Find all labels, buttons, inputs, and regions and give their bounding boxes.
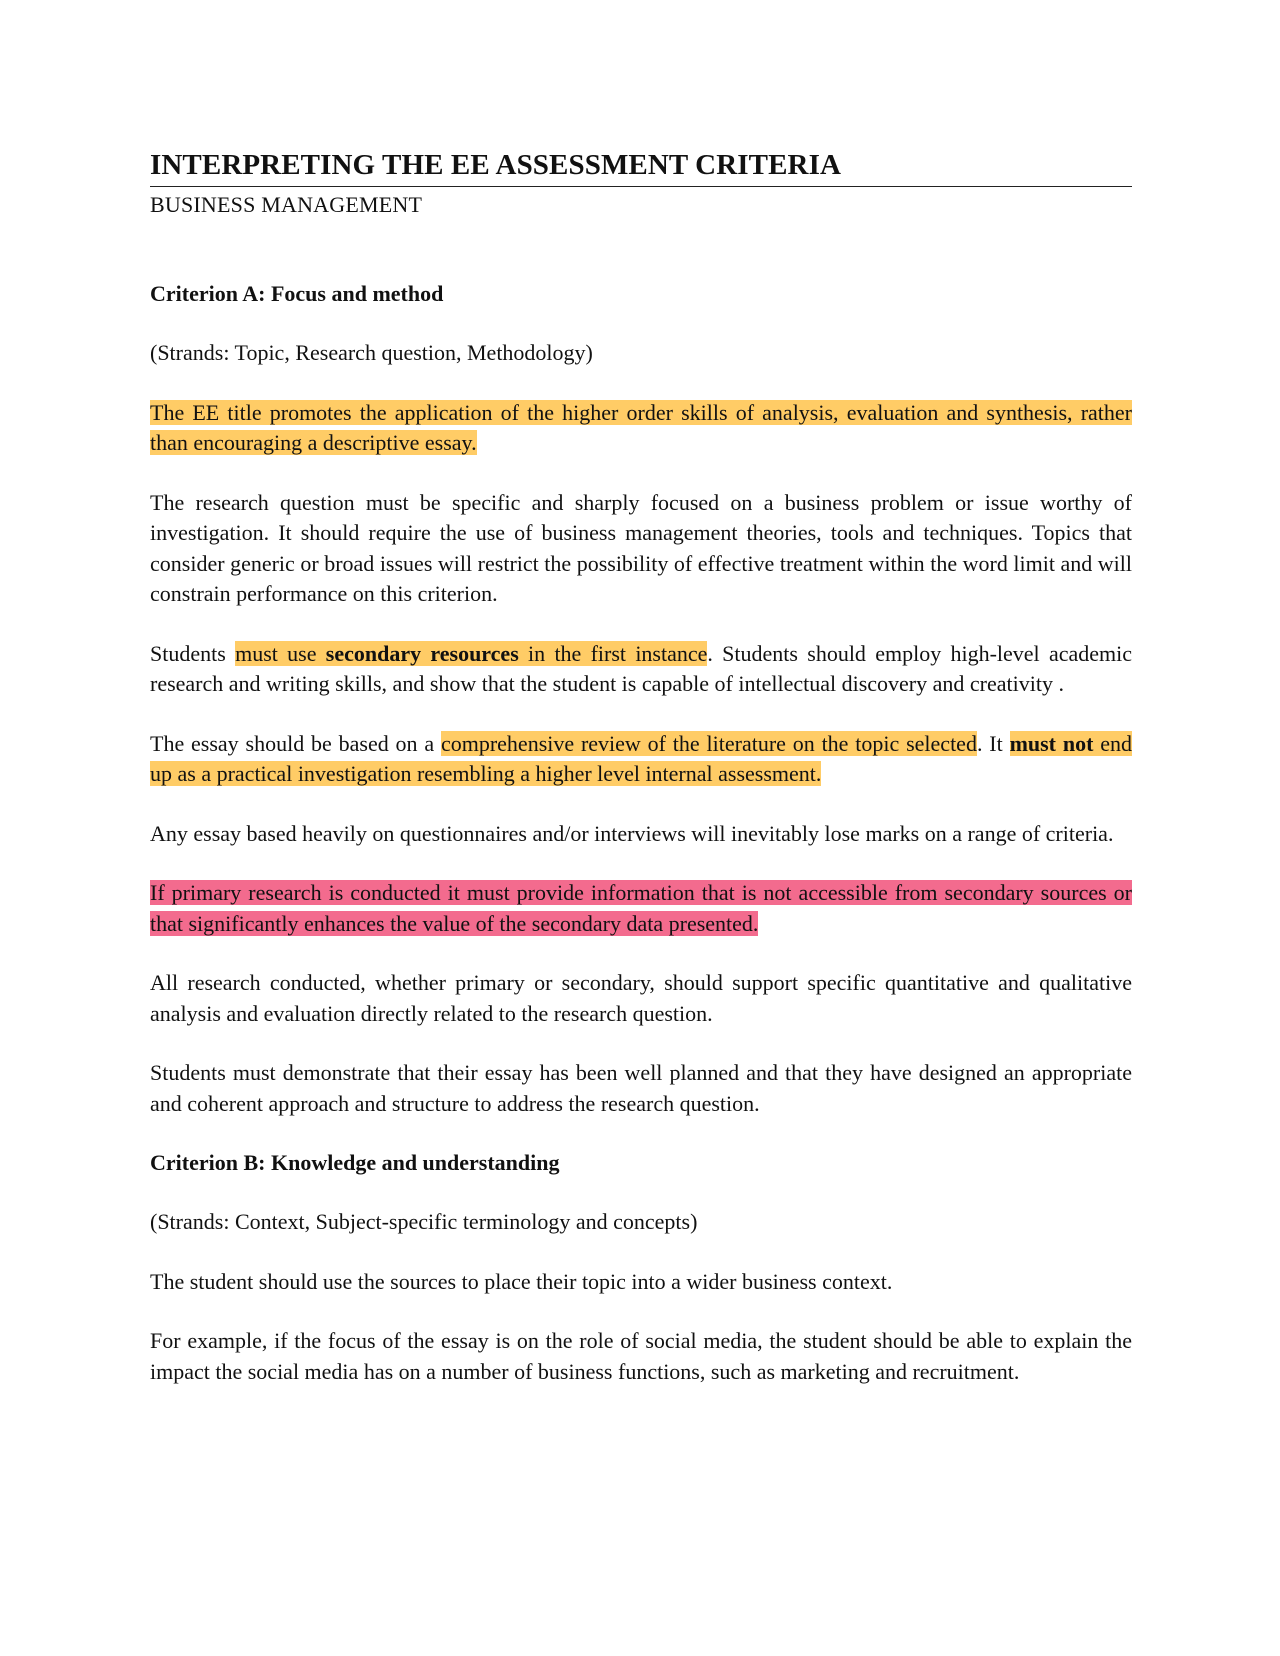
text-run: . It [976, 730, 1010, 756]
highlight-yellow: comprehensive review of the literature on the topic selected [440, 730, 977, 756]
text-run: end up as a practical investigation resembling a higher level internal assessment [150, 730, 1133, 786]
criterion-a-paragraph-6 [150, 878, 1132, 939]
criterion-a-paragraph-3 [150, 639, 1132, 700]
text-run: . [815, 761, 822, 786]
page-title: INTERPRETING THE EE ASSESSMENT CRITERIA [150, 148, 1132, 187]
criterion-a-paragraph-5: Any essay based heavily on questionnaires and/or interviews will inevitably lose marks on a range of criteria. [150, 820, 1114, 846]
criterion-a-paragraph-8: Students must demonstrate that their essay has been well planned and that they have designed an appropriate and coherent approach and structure to address the research question. [150, 1060, 1132, 1116]
document-page [150, 148, 1132, 1387]
text-run: in the first instance [518, 640, 708, 666]
text-run: . Students should employ high-level academic research and writing skills, and show that the student is capable of intellectual discovery and creativity . [150, 640, 1132, 696]
highlight-yellow [235, 641, 707, 666]
criterion-a-strands: (Strands: Topic, Research question, Methodology) [150, 340, 593, 365]
criterion-a-paragraph-4 [150, 729, 1132, 790]
criterion-a-paragraph-7: All research conducted, whether primary or secondary, should support specific quantitative and qualitative analysis and evaluation directly related to the research question. [150, 970, 1132, 1026]
text-run: Students [150, 640, 236, 666]
bold-text: secondary resources [325, 640, 519, 666]
text-run: must use [235, 640, 326, 666]
page-subtitle: BUSINESS MANAGEMENT [150, 192, 423, 217]
criterion-b-heading: Criterion B: Knowledge and understanding [150, 1150, 560, 1175]
criterion-b-paragraph-2: For example, if the focus of the essay is on the role of social media, the student should be able to explain the impact the social media has on a number of business functions, such as marketing and recruitment. [150, 1328, 1132, 1384]
highlight-pink: If primary research is conducted it must provide information that is not accessible from secondary sources or that significantly enhances the value of the secondary data presented. [150, 880, 1132, 936]
criterion-a-heading: Criterion A: Focus and method [150, 281, 444, 306]
criterion-a-paragraph-1 [150, 398, 1132, 459]
criterion-a-paragraph-2: The research question must be specific and sharply focused on a business problem or issue worthy of investigation. It should require the use of business management theories, tools and techniques. Topics that consider generic or broad issues will restrict the possibility of effective treatment within the word limit and will constrain performance on this criterion. [150, 489, 1132, 606]
criterion-b-paragraph-1: The student should use the sources to place their topic into a wider business context. [150, 1268, 893, 1294]
highlight-yellow: The EE title promotes the application of the higher order skills of analysis, evaluation and synthesis, rather than encouraging a descriptive essay. [150, 399, 1132, 455]
text-run: The essay should be based on a [150, 730, 441, 756]
criterion-b-strands: (Strands: Context, Subject-specific terminology and concepts) [150, 1209, 698, 1234]
bold-text: must not [1009, 730, 1094, 756]
